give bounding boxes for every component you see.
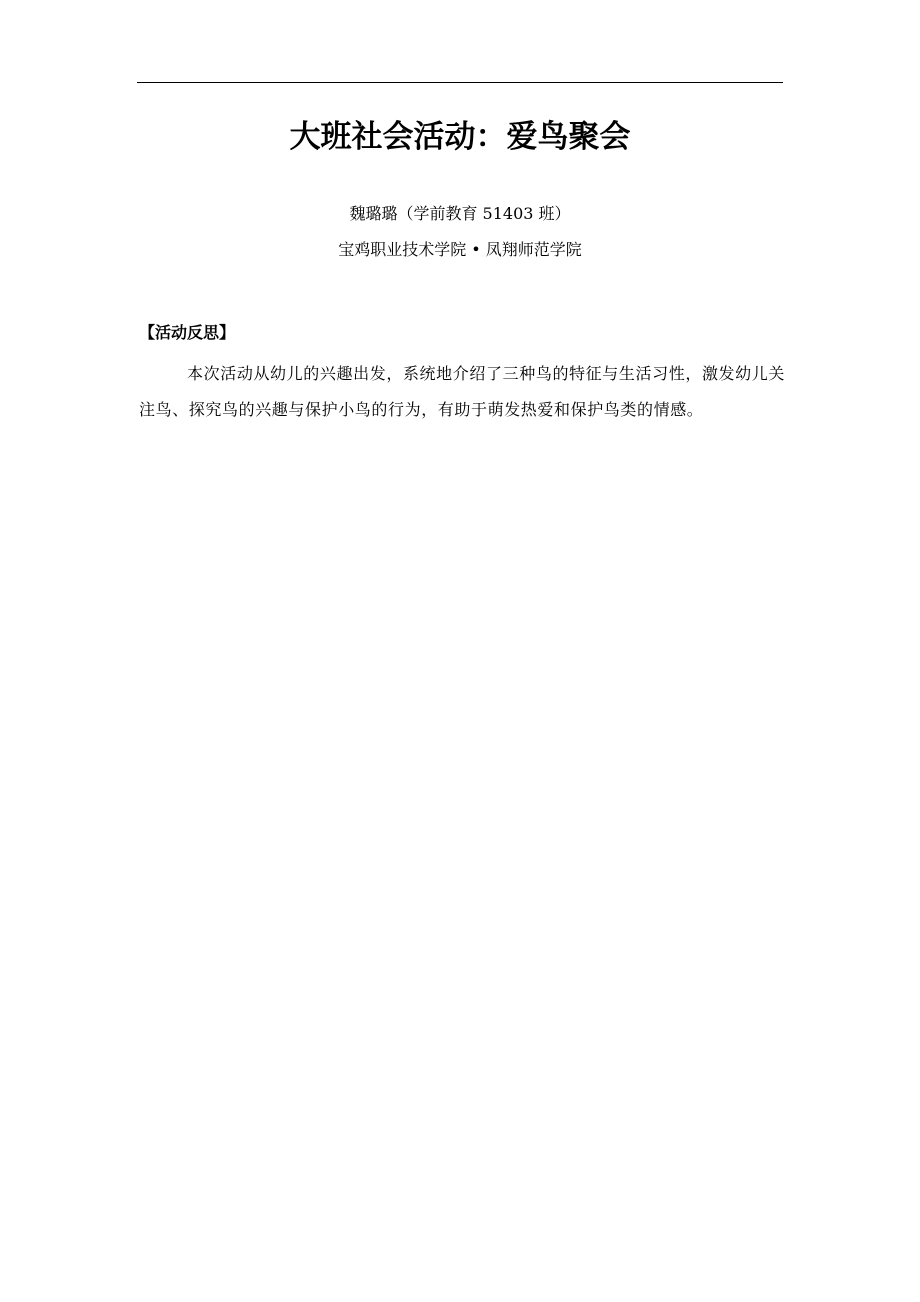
author-line: 魏璐璐（学前教育 51403 班）: [349, 204, 571, 223]
header-rule: [137, 82, 783, 83]
affiliation-line: 宝鸡职业技术学院 • 凤翔师范学院: [338, 240, 582, 259]
section-heading-reflection: 【活动反思】: [139, 323, 236, 342]
document-title: 大班社会活动：爱鸟聚会: [289, 119, 631, 155]
reflection-paragraph: 本次活动从幼儿的兴趣出发，系统地介绍了三种鸟的特征与生活习性，激发幼儿关注鸟、探究鸟的兴趣与保护小鸟的行为，有助于萌发热爱和保护鸟类的情感。: [139, 364, 785, 419]
